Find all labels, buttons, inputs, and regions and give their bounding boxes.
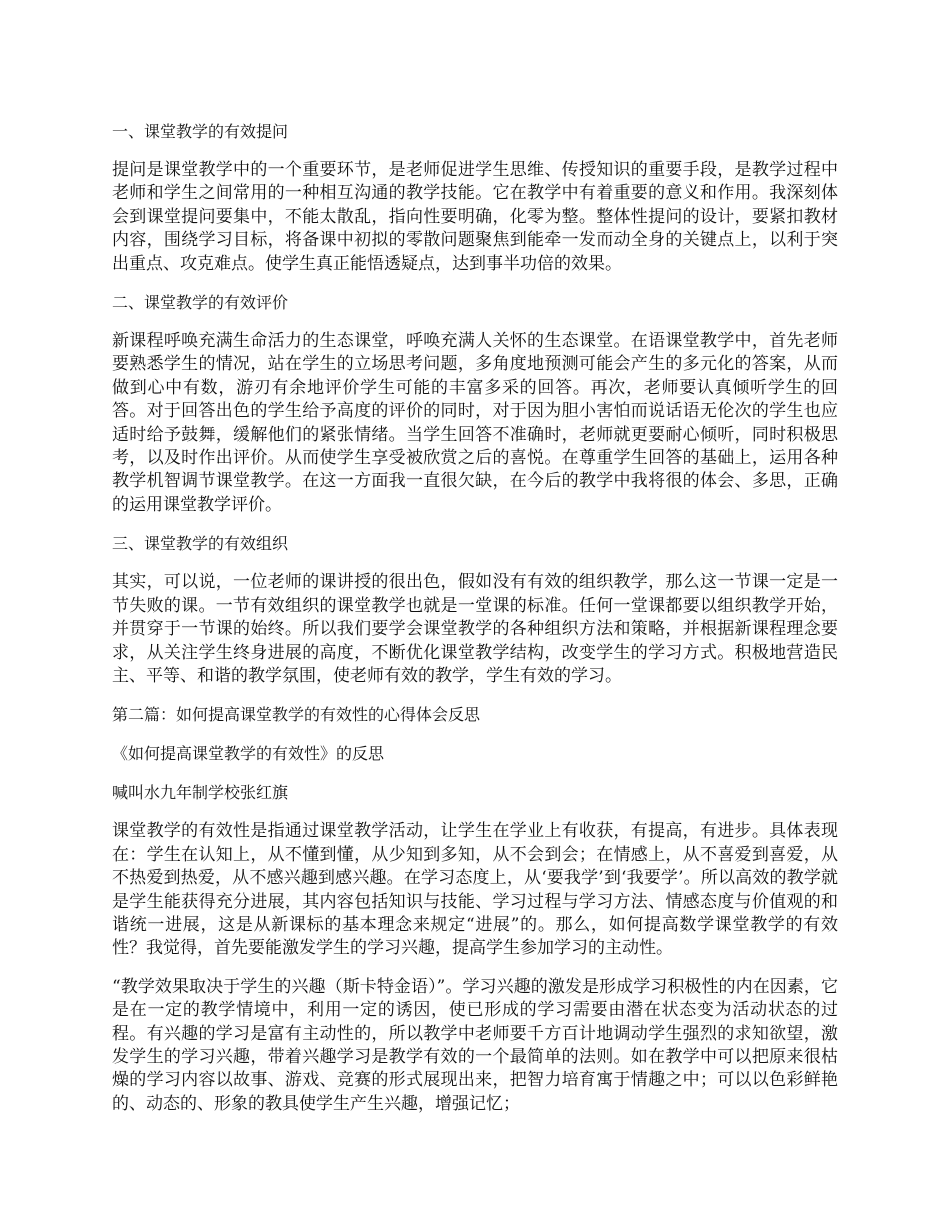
section-heading-3: 三、课堂教学的有效组织 [112, 534, 289, 554]
section-heading-1: 一、课堂教学的有效提问 [112, 122, 289, 141]
paragraph-5: “教学效果取决于学生的兴趣（斯卡特金语）”。学习兴趣的激发是形成学习积极性的内在因素，它是在一定的教学情境中，利用一定的诱因，使已形成的学习需要由潜在状态变为活动状态的过程。有兴趣的学习是富有主动性的，所以教学中老师要千方百计地调动学生强烈的求知欲望，激发学生的学习兴趣，带着兴趣学习是教学有效的一个最简单的法则。如在教学中可以把原来很枯燥的学习内容以故事、游戏、竞赛的形式展现出来，把智力培育寓于情趣之中；可以以色彩鲜艳的、动态的、形象的教具使学生产生兴趣，增强记忆； [112, 976, 838, 1114]
part-two-title: 第二篇：如何提高课堂教学的有效性的心得体会反思 [112, 705, 481, 725]
paragraph-3: 其实，可以说，一位老师的课讲授的很出色，假如没有有效的组织教学，那么这一节课一定是一节失败的课。一节有效组织的课堂教学也就是一堂课的标准。任何一堂课都要以组织教学开始，并贯穿于一节课的始终。所以我们要学会课堂教学的各种组织方法和策略，并根据新课程理念要求，从关注学生终身进展的高度，不断优化课堂教学结构，改变学生的学习方式。积极地营造民主、平等、和谐的教学氛围，使老师有效的教学，学生有效的学习。 [112, 572, 838, 686]
document-page [112, 120, 838, 1131]
article-title: 《如何提高课堂教学的有效性》的反思 [112, 744, 385, 764]
section-heading-2: 二、课堂教学的有效评价 [112, 293, 289, 313]
paragraph-1: 提问是课堂教学中的一个重要环节，是老师促进学生思维、传授知识的重要手段，是教学过程中老师和学生之间常用的一种相互沟通的教学技能。它在教学中有着重要的意义和作用。我深刻体会到课堂提问要集中，不能太散乱，指向性要明确，化零为整。整体性提问的设计，要紧扣教材内容，围绕学习目标，将备课中初拟的零散问题聚焦到能牵一发而动全身的关键点上，以利于突出重点、攻克难点。使学生真正能悟透疑点，达到事半功倍的效果。 [112, 160, 838, 274]
author-line: 喊叫水九年制学校张红旗 [112, 783, 289, 803]
paragraph-4: 课堂教学的有效性是指通过课堂教学活动，让学生在学业上有收获，有提高，有进步。具体表现在：学生在认知上，从不懂到懂，从少知到多知，从不会到会；在情感上，从不喜爱到喜爱，从不热爱到热爱，从不感兴趣到感兴趣。在学习态度上，从‘要我学’到‘我要学’。所以高效的教学就是学生能获得充分进展，其内容包括知识与技能、学习过程与学习方法、情感态度与价值观的和谐统一进展，这是从新课标的基本理念来规定“进展”的。那么，如何提高数学课堂教学的有效性？我觉得，首先要能激发学生的学习兴趣，提高学生参加学习的主动性。 [112, 821, 838, 959]
paragraph-2: 新课程呼唤充满生命活力的生态课堂，呼唤充满人关怀的生态课堂。在语课堂教学中，首先老师要熟悉学生的情况，站在学生的立场思考问题，多角度地预测可能会产生的多元化的答案，从而做到心中有数，游刃有余地评价学生可能的丰富多采的回答。再次，老师要认真倾听学生的回答。对于回答出色的学生给予高度的评价的同时，对于因为胆小害怕而说话语无伦次的学生也应适时给予鼓舞，缓解他们的紧张情绪。当学生回答不准确时，老师就更要耐心倾听，同时积极思考，以及时作出评价。从而使学生享受被欣赏之后的喜悦。在尊重学生回答的基础上，运用各种教学机智调节课堂教学。在这一方面我一直很欠缺，在今后的教学中我将很的体会、多思，正确的运用课堂教学评价。 [112, 331, 838, 515]
